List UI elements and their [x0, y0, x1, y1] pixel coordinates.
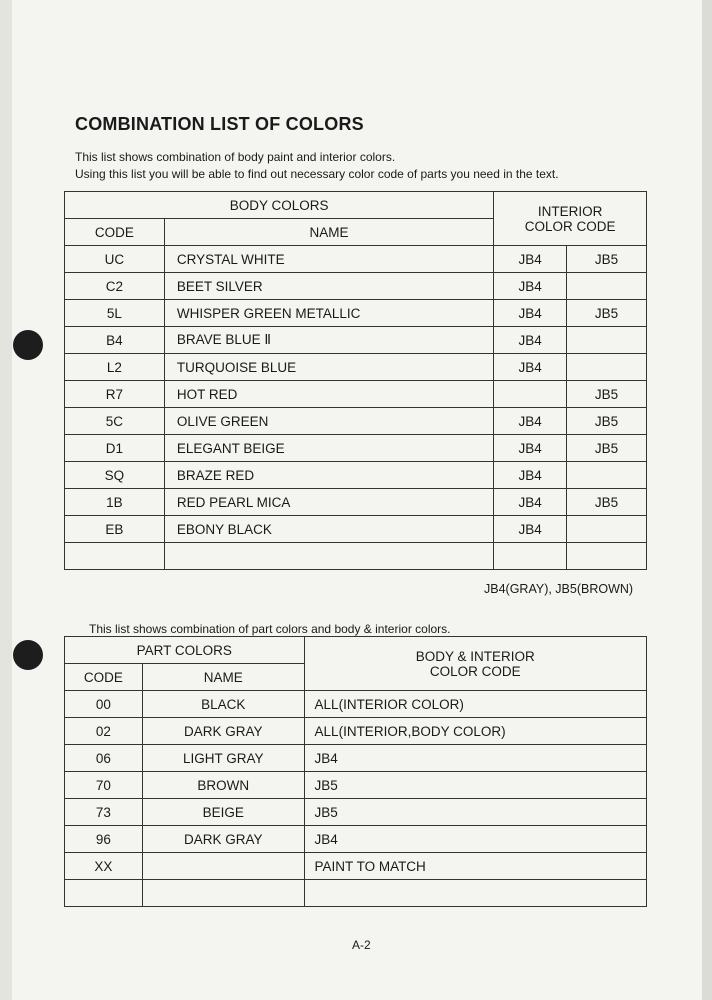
- part-name-cell: DARK GRAY: [142, 718, 304, 745]
- part-name-cell: LIGHT GRAY: [142, 745, 304, 772]
- body-ic1-cell: JB4: [494, 273, 567, 300]
- part-colors-header: PART COLORS: [65, 637, 305, 664]
- body-code-cell: EB: [65, 516, 165, 543]
- body-ic2-cell: [567, 516, 647, 543]
- interior-color-legend: JB4(GRAY), JB5(BROWN): [484, 582, 634, 596]
- body-name-cell: CRYSTAL WHITE: [164, 246, 493, 273]
- body-name-cell: EBONY BLACK: [164, 516, 493, 543]
- body-name-cell: WHISPER GREEN METALLIC: [164, 300, 493, 327]
- page-edge: [0, 0, 12, 1000]
- part-name-cell: BLACK: [142, 691, 304, 718]
- body-ic2-cell: JB5: [567, 246, 647, 273]
- table-row: [65, 853, 647, 880]
- table-row: [65, 691, 647, 718]
- part-name-cell: BEIGE: [142, 799, 304, 826]
- binder-hole-top: [13, 330, 43, 360]
- body-ic2-cell: [567, 273, 647, 300]
- table-row: [65, 826, 647, 853]
- body-ic1-cell: JB4: [494, 327, 567, 354]
- body-name-cell: RED PEARL MICA: [164, 489, 493, 516]
- body-ic1-cell: JB4: [494, 300, 567, 327]
- body-code-cell: 5L: [65, 300, 165, 327]
- part-code-header: CODE: [65, 664, 143, 691]
- part-bic-cell: JB5: [304, 799, 646, 826]
- part-colors-table: [64, 636, 647, 907]
- body-code-cell: B4: [65, 327, 165, 354]
- body-ic2-cell: [567, 354, 647, 381]
- body-name-cell: HOT RED: [164, 381, 493, 408]
- table-row: [65, 381, 647, 408]
- intro-line-1: This list shows combination of body paint and interior colors.: [75, 150, 396, 164]
- body-ic1-cell: JB4: [494, 516, 567, 543]
- body-ic2-cell: JB5: [567, 435, 647, 462]
- body-name-cell: TURQUOISE BLUE: [164, 354, 493, 381]
- page-title: COMBINATION LIST OF COLORS: [75, 114, 364, 134]
- body-interior-header-line-2: COLOR CODE: [429, 663, 521, 679]
- body-ic1-cell: JB4: [494, 354, 567, 381]
- part-bic-cell: PAINT TO MATCH: [304, 853, 646, 880]
- table-row: [65, 408, 647, 435]
- part-code-cell: 70: [65, 772, 143, 799]
- body-ic2-cell: JB5: [567, 489, 647, 516]
- body-name-cell: [164, 543, 493, 570]
- body-code-cell: [65, 543, 165, 570]
- body-ic1-cell: JB4: [494, 462, 567, 489]
- body-colors-header: BODY COLORS: [65, 192, 494, 219]
- table-row: [65, 246, 647, 273]
- part-code-cell: [65, 880, 143, 907]
- name-header: NAME: [164, 219, 493, 246]
- part-code-cell: 06: [65, 745, 143, 772]
- part-code-cell: 02: [65, 718, 143, 745]
- part-bic-cell: ALL(INTERIOR COLOR): [304, 691, 646, 718]
- body-ic1-cell: [494, 381, 567, 408]
- part-name-cell: [142, 853, 304, 880]
- body-ic2-cell: [567, 327, 647, 354]
- table-row: [65, 300, 647, 327]
- part-bic-cell: JB5: [304, 772, 646, 799]
- body-ic1-cell: JB4: [494, 435, 567, 462]
- body-name-cell: BRAVE BLUE Ⅱ: [164, 327, 493, 354]
- body-ic2-cell: JB5: [567, 300, 647, 327]
- part-bic-cell: JB4: [304, 745, 646, 772]
- body-code-cell: C2: [65, 273, 165, 300]
- part-code-cell: 96: [65, 826, 143, 853]
- body-colors-table: [64, 191, 647, 570]
- body-code-cell: D1: [65, 435, 165, 462]
- body-code-cell: 5C: [65, 408, 165, 435]
- part-name-cell: DARK GRAY: [142, 826, 304, 853]
- table-row: [65, 745, 647, 772]
- part-colors-intro: This list shows combination of part colors and body & interior colors.: [89, 622, 451, 636]
- body-code-cell: R7: [65, 381, 165, 408]
- part-bic-cell: [304, 880, 646, 907]
- body-code-cell: UC: [65, 246, 165, 273]
- binder-hole-bottom: [13, 640, 43, 670]
- interior-color-code-header: [494, 192, 647, 246]
- part-code-cell: 00: [65, 691, 143, 718]
- body-interior-color-code-header: [304, 637, 646, 691]
- table-row: [65, 354, 647, 381]
- table-row: [65, 880, 647, 907]
- part-bic-cell: ALL(INTERIOR,BODY COLOR): [304, 718, 646, 745]
- part-code-cell: 73: [65, 799, 143, 826]
- code-header: CODE: [65, 219, 165, 246]
- body-ic1-cell: JB4: [494, 489, 567, 516]
- body-name-cell: ELEGANT BEIGE: [164, 435, 493, 462]
- table-row: [65, 462, 647, 489]
- body-ic2-cell: [567, 543, 647, 570]
- body-ic1-cell: JB4: [494, 246, 567, 273]
- part-name-cell: [142, 880, 304, 907]
- part-name-cell: BROWN: [142, 772, 304, 799]
- table-row: [65, 327, 647, 354]
- part-name-header: NAME: [142, 664, 304, 691]
- table-row: [65, 489, 647, 516]
- body-ic2-cell: [567, 462, 647, 489]
- body-code-cell: L2: [65, 354, 165, 381]
- table-row: [65, 435, 647, 462]
- body-interior-header-line-1: BODY & INTERIOR: [415, 648, 535, 664]
- interior-header-line-2: COLOR CODE: [524, 218, 616, 234]
- body-ic2-cell: JB5: [567, 381, 647, 408]
- part-bic-cell: JB4: [304, 826, 646, 853]
- table-row: [65, 516, 647, 543]
- table-row: [65, 799, 647, 826]
- body-name-cell: BEET SILVER: [164, 273, 493, 300]
- table-row: [65, 718, 647, 745]
- interior-header-line-1: INTERIOR: [537, 203, 603, 219]
- body-code-cell: SQ: [65, 462, 165, 489]
- intro-line-2: Using this list you will be able to find out necessary color code of parts you need in the text.: [75, 167, 559, 181]
- table-row: [65, 772, 647, 799]
- body-name-cell: BRAZE RED: [164, 462, 493, 489]
- body-ic2-cell: JB5: [567, 408, 647, 435]
- table-row: [65, 273, 647, 300]
- body-name-cell: OLIVE GREEN: [164, 408, 493, 435]
- body-ic1-cell: [494, 543, 567, 570]
- table-row: [65, 543, 647, 570]
- part-code-cell: XX: [65, 853, 143, 880]
- page-number: A-2: [352, 938, 371, 952]
- body-code-cell: 1B: [65, 489, 165, 516]
- body-ic1-cell: JB4: [494, 408, 567, 435]
